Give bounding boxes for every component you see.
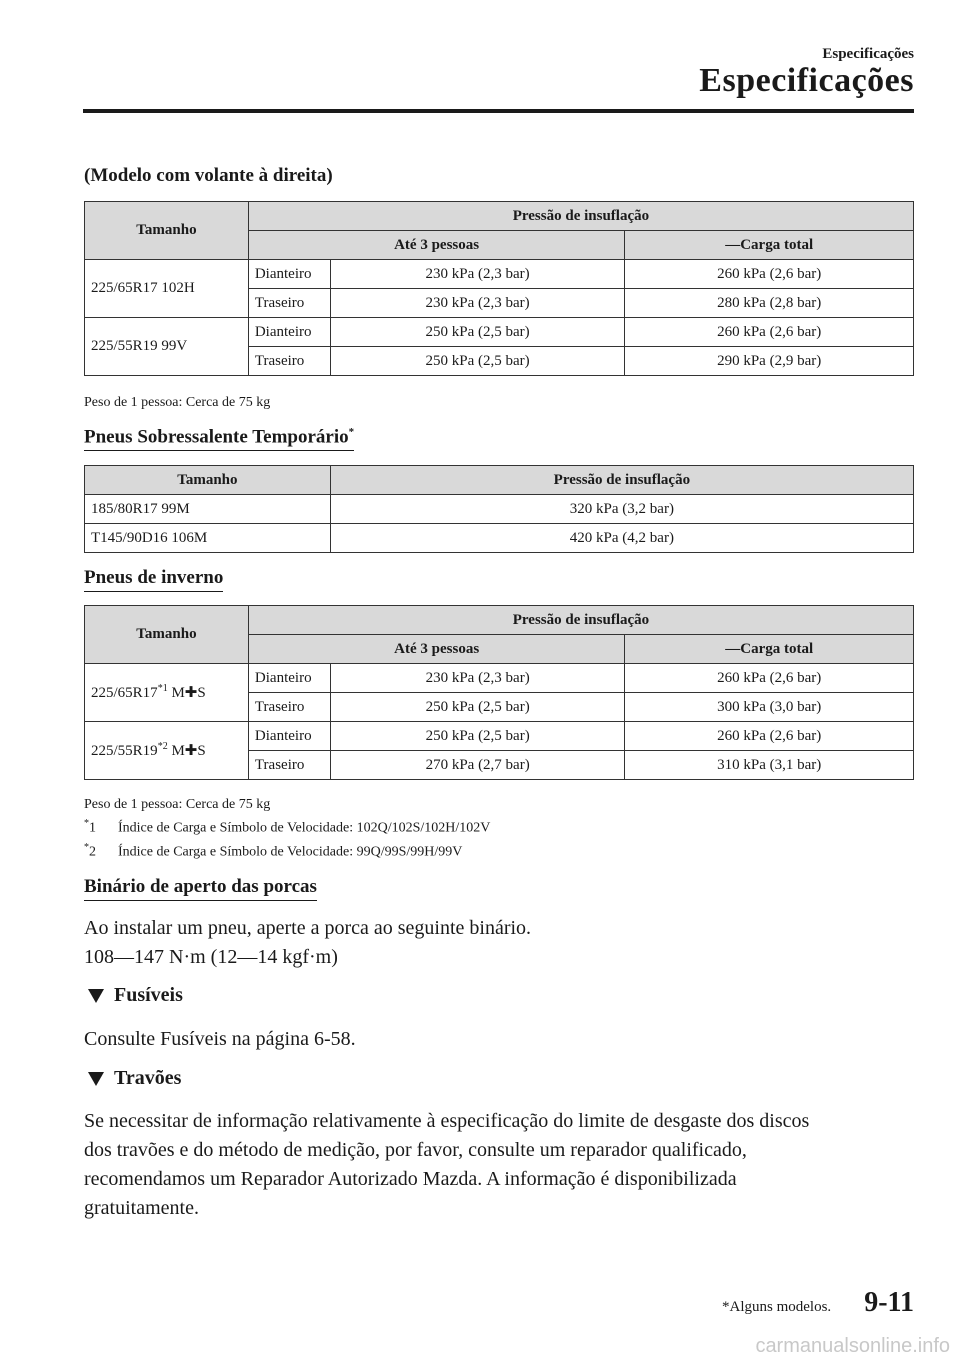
pressure-cell: 250 kPa (2,5 bar) (330, 722, 625, 751)
pressure-cell: 260 kPa (2,6 bar) (625, 260, 914, 289)
position-cell: Traseiro (248, 347, 330, 376)
section-header-small: Especificações (822, 46, 914, 62)
table-row (85, 318, 914, 347)
col-pressure-header: Pressão de insuflação (330, 466, 913, 495)
position-cell: Traseiro (248, 289, 330, 318)
winter-weight-note: Peso de 1 pessoa: Cerca de 75 kg (84, 797, 271, 812)
triangle-bullet-icon (88, 1072, 104, 1086)
pressure-cell: 230 kPa (2,3 bar) (330, 664, 625, 693)
pressure-cell: 310 kPa (3,1 bar) (625, 751, 914, 780)
spare-pressure-table (84, 465, 914, 553)
pressure-cell: 250 kPa (2,5 bar) (330, 318, 625, 347)
col-up3-header: Até 3 pessoas (248, 635, 624, 664)
table-row (85, 722, 914, 751)
models-footnote: *Alguns modelos. (722, 1299, 832, 1315)
size-cell: 185/80R17 99M (85, 495, 331, 524)
pressure-cell: 260 kPa (2,6 bar) (625, 722, 914, 751)
position-cell: Dianteiro (248, 664, 330, 693)
pressure-cell: 290 kPa (2,9 bar) (625, 347, 914, 376)
footnote-2: *2 Índice de Carga e Símbolo de Velocidade: 99Q/99S/99H/99V (84, 842, 463, 860)
pressure-cell: 300 kPa (3,0 bar) (625, 693, 914, 722)
rhd-heading: (Modelo com volante à direita) (84, 165, 333, 186)
spare-heading: Pneus Sobressalente Temporário* (84, 426, 354, 451)
winter-heading: Pneus de inverno (84, 567, 223, 592)
winter-pressure-table (84, 605, 914, 780)
col-size-header: Tamanho (85, 606, 249, 664)
pressure-cell: 420 kPa (4,2 bar) (330, 524, 913, 553)
position-cell: Traseiro (248, 693, 330, 722)
pressure-cell: 250 kPa (2,5 bar) (330, 693, 625, 722)
pressure-cell: 250 kPa (2,5 bar) (330, 347, 625, 376)
mud-snow-symbol: M✚S (171, 685, 206, 701)
footnote-1: *1 Índice de Carga e Símbolo de Velocidade: 102Q/102S/102H/102V (84, 818, 491, 836)
triangle-bullet-icon (88, 989, 104, 1003)
mud-snow-symbol: M✚S (171, 743, 206, 759)
rhd-pressure-table (84, 201, 914, 376)
size-cell: 225/55R19 99V (85, 318, 249, 376)
col-full-header: ―Carga total (625, 231, 914, 260)
pressure-cell: 260 kPa (2,6 bar) (625, 318, 914, 347)
table-row (85, 260, 914, 289)
header-rule (83, 109, 914, 113)
col-full-header: ―Carga total (625, 635, 914, 664)
watermark: carmanualsonline.info (755, 1335, 950, 1357)
pressure-cell: 320 kPa (3,2 bar) (330, 495, 913, 524)
page-number: 9-11 (864, 1287, 914, 1318)
table-row (85, 495, 914, 524)
col-size-header: Tamanho (85, 466, 331, 495)
table-row (85, 524, 914, 553)
brakes-text: Se necessitar de informação relativamente à especificação do limite de desgaste dos discos dos travões e do método de medição, por favor, consulte um reparador qualificado, recomendamos um Reparador Autorizado Mazda. A informação é disponibilizada gratuitamente. (84, 1110, 810, 1219)
size-cell: T145/90D16 106M (85, 524, 331, 553)
position-cell: Traseiro (248, 751, 330, 780)
col-up3-header: Até 3 pessoas (248, 231, 625, 260)
fuses-text: Consulte Fusíveis na página 6-58. (84, 1028, 356, 1050)
pressure-cell: 230 kPa (2,3 bar) (330, 289, 625, 318)
fuses-heading: Fusíveis (88, 984, 183, 1007)
torque-text: Ao instalar um pneu, aperte a porca ao seguinte binário. 108―147 N·m (12―14 kgf·m) (84, 917, 532, 968)
size-cell: 225/65R17$^{*1}$ M✚S (85, 664, 249, 722)
pressure-cell: 230 kPa (2,3 bar) (330, 260, 625, 289)
col-pressure-header: Pressão de insuflação (248, 606, 913, 635)
table-row (85, 664, 914, 693)
pressure-cell: 260 kPa (2,6 bar) (625, 664, 914, 693)
rhd-weight-note: Peso de 1 pessoa: Cerca de 75 kg (84, 395, 271, 410)
position-cell: Dianteiro (248, 722, 330, 751)
size-cell: 225/55R19$^{*2}$ M✚S (85, 722, 249, 780)
col-size-header: Tamanho (85, 202, 249, 260)
position-cell: Dianteiro (248, 318, 330, 347)
position-cell: Dianteiro (248, 260, 330, 289)
pressure-cell: 280 kPa (2,8 bar) (625, 289, 914, 318)
col-pressure-header: Pressão de insuflação (248, 202, 913, 231)
torque-heading: Binário de aperto das porcas (84, 876, 317, 901)
pressure-cell: 270 kPa (2,7 bar) (330, 751, 625, 780)
brakes-heading: Travões (88, 1067, 181, 1090)
section-header-title: Especificações (699, 62, 914, 99)
size-cell: 225/65R17 102H (85, 260, 249, 318)
